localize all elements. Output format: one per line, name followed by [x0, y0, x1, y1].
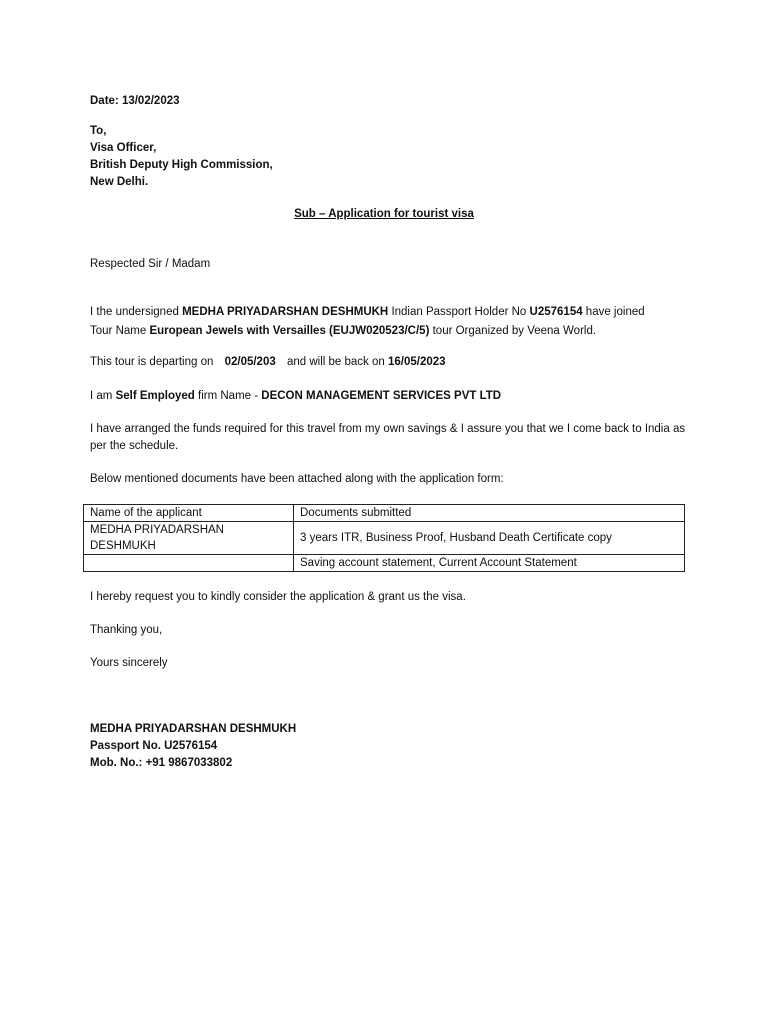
address-line: New Delhi.	[90, 176, 149, 188]
closing-line: Yours sincerely	[90, 657, 168, 669]
text: Tour Name	[90, 325, 150, 337]
tour-name: European Jewels with Versailles (EUJW020523/C/5)	[149, 325, 430, 337]
text: Indian Passport Holder No	[388, 306, 530, 318]
firm-name: DECON MANAGEMENT SERVICES PVT LTD	[261, 390, 502, 402]
address-line: British Deputy High Commission,	[90, 159, 273, 171]
paragraph-intro	[90, 304, 684, 340]
paragraph-dates	[90, 354, 684, 371]
signatory-mobile: Mob. No.: +91 9867033802	[90, 757, 233, 769]
employment-status: Self Employed	[115, 390, 195, 402]
paragraph-employment	[90, 388, 684, 405]
recipient-address	[90, 123, 684, 191]
table-row	[84, 522, 685, 555]
table-header: Documents submitted	[294, 505, 685, 522]
paragraph-funds: I have arranged the funds required for this travel from my own savings & I assure you that we I come back to India as per the schedule.	[90, 423, 686, 452]
text: firm Name -	[194, 390, 262, 402]
passport-number: U2576154	[529, 306, 583, 318]
letter-date: Date: 13/02/2023	[90, 95, 180, 107]
salutation: Respected Sir / Madam	[90, 258, 211, 270]
signatory-name: MEDHA PRIYADARSHAN DESHMUKH	[90, 723, 297, 735]
table-cell	[84, 555, 294, 572]
documents-table	[83, 504, 685, 572]
address-line: To,	[90, 125, 107, 137]
letter-subject: Sub – Application for tourist visa	[294, 208, 474, 220]
thanks-line: Thanking you,	[90, 624, 163, 636]
signatory-passport: Passport No. U2576154	[90, 740, 218, 752]
paragraph-request: I hereby request you to kindly consider the application & grant us the visa.	[90, 591, 466, 603]
table-header: Name of the applicant	[84, 505, 294, 522]
return-date: 16/05/2023	[387, 356, 446, 368]
table-cell: MEDHA PRIYADARSHAN DESHMUKH	[84, 522, 294, 555]
signature-block	[90, 721, 684, 772]
departure-date: 02/05/203	[224, 356, 276, 368]
table-header-row	[84, 505, 685, 522]
address-line: Visa Officer,	[90, 142, 157, 154]
text: and will be back on	[286, 356, 385, 368]
text: tour Organized by Veena World.	[429, 325, 597, 337]
table-cell: 3 years ITR, Business Proof, Husband Death Certificate copy	[294, 522, 685, 555]
applicant-name: MEDHA PRIYADARSHAN DESHMUKH	[182, 306, 389, 318]
paragraph-documents-intro: Below mentioned documents have been attached along with the application form:	[90, 473, 504, 485]
table-row	[84, 555, 685, 572]
table-cell: Saving account statement, Current Account Statement	[294, 555, 685, 572]
text: I am	[90, 390, 116, 402]
text: I the undersigned	[90, 306, 183, 318]
text: have joined	[582, 306, 645, 318]
text: This tour is departing on	[90, 356, 214, 368]
